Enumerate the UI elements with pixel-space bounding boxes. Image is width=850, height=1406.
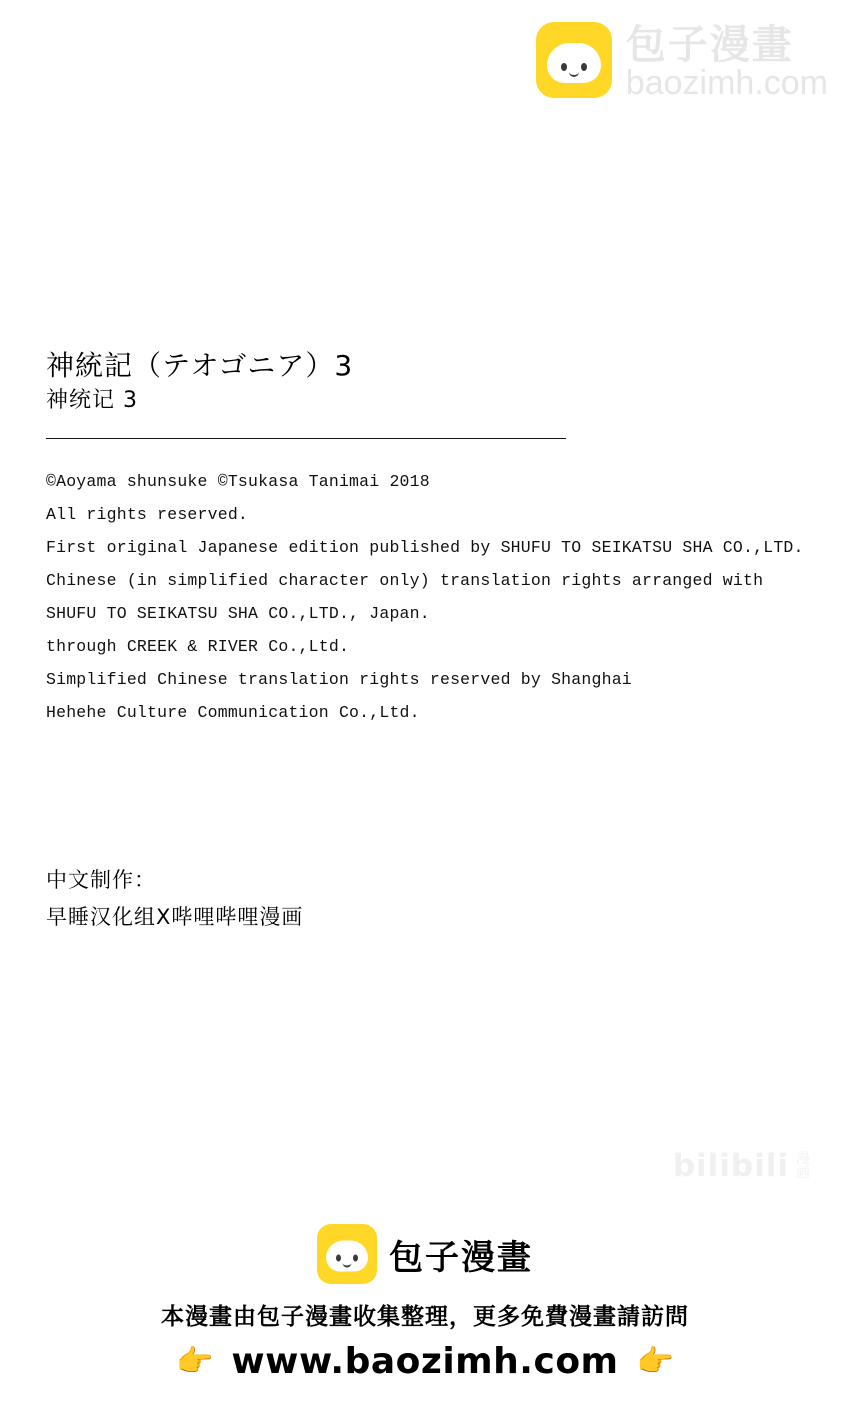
credits-label: 中文制作： xyxy=(46,868,156,892)
footer-url-row xyxy=(0,1341,850,1382)
bilibili-manga-label xyxy=(796,1152,810,1180)
colophon-block xyxy=(46,348,806,729)
footer xyxy=(0,1224,850,1382)
pointing-hand-left-icon: 👉 xyxy=(636,1344,674,1378)
horizontal-rule xyxy=(46,438,566,439)
rights-line: All rights reserved. xyxy=(46,504,249,524)
top-watermark xyxy=(536,22,828,102)
rights-line: Simplified Chinese translation rights reserved by Shanghai xyxy=(46,669,632,689)
credits-block xyxy=(46,862,303,936)
rights-line: Hehehe Culture Communication Co.,Ltd. xyxy=(46,702,420,722)
rights-line: ©Aoyama shunsuke ©Tsukasa Tanimai 2018 xyxy=(46,471,430,491)
watermark-brand-cn: 包子漫畫 xyxy=(625,23,794,67)
rights-line: First original Japanese edition published by SHUFU TO SEIKATSU SHA CO.,LTD. xyxy=(46,537,804,557)
watermark-brand-en: baozimh.com xyxy=(625,64,828,102)
credits-value: 早睡汉化组X哔哩哔哩漫画 xyxy=(46,904,304,929)
baozi-bun-logo-icon xyxy=(536,22,612,98)
footer-brand-name: 包子漫畫 xyxy=(389,1237,533,1278)
pointing-hand-right-icon: 👉 xyxy=(176,1344,214,1378)
footer-brand xyxy=(0,1224,850,1284)
bilibili-manga-label-line2: 画 xyxy=(796,1165,810,1181)
rights-statement xyxy=(46,465,806,729)
bilibili-logo-text: bilibili xyxy=(672,1148,789,1184)
rights-line: Chinese (in simplified character only) translation rights arranged with xyxy=(46,570,764,590)
footer-note: 本漫畫由包子漫畫收集整理，更多免費漫畫請訪問 xyxy=(161,1304,689,1330)
top-watermark-text xyxy=(626,22,828,102)
title-japanese: 神統記（テオゴニア）3 xyxy=(46,349,354,382)
footer-url[interactable]: www.baozimh.com xyxy=(231,1341,619,1382)
bilibili-manga-label-line1: 漫 xyxy=(796,1151,810,1167)
bilibili-watermark xyxy=(673,1148,810,1184)
rights-line: SHUFU TO SEIKATSU SHA CO.,LTD., Japan. xyxy=(46,603,430,623)
title-chinese: 神统记 3 xyxy=(46,388,138,413)
baozi-bun-logo-icon xyxy=(317,1224,377,1284)
rights-line: through CREEK & RIVER Co.,Ltd. xyxy=(46,636,350,656)
